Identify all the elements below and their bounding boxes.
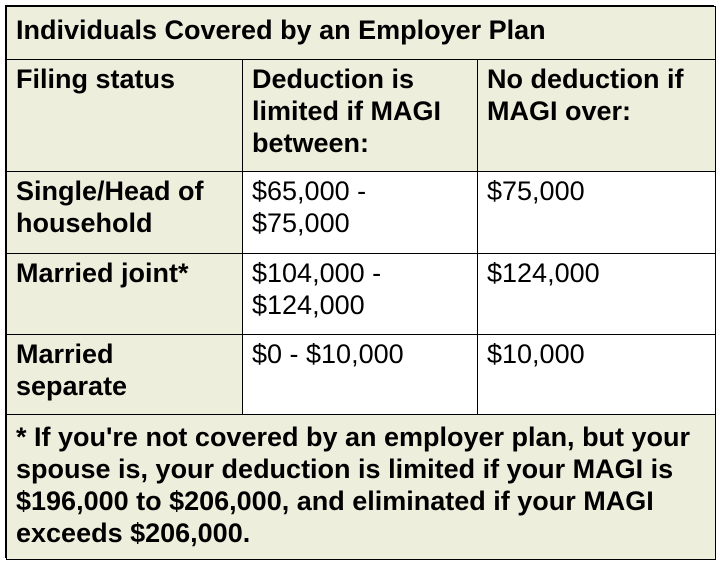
status-cell: Married joint* — [7, 254, 243, 335]
header-row — [7, 60, 716, 172]
no-deduction-cell: $75,000 — [478, 172, 716, 254]
footnote-row — [7, 415, 716, 560]
footnote: * If you're not covered by an employer plan, but your spouse is, your deduction is limited if your MAGI is $196,000 to $206,000, and eliminated if your MAGI exceeds $206,000. — [7, 415, 716, 560]
header-limited-range: Deduction is limited if MAGI between: — [243, 60, 478, 172]
status-cell: Married separate — [7, 335, 243, 415]
no-deduction-cell: $10,000 — [478, 335, 716, 415]
table-title: Individuals Covered by an Employer Plan — [7, 7, 716, 60]
status-cell: Single/Head of household — [7, 172, 243, 254]
no-deduction-cell: $124,000 — [478, 254, 716, 335]
title-row — [7, 7, 716, 60]
limited-range-cell: $104,000 - $124,000 — [243, 254, 478, 335]
employer-plan-table — [5, 5, 714, 558]
header-no-deduction: No deduction if MAGI over: — [478, 60, 716, 172]
limited-range-cell: $0 - $10,000 — [243, 335, 478, 415]
limited-range-cell: $65,000 - $75,000 — [243, 172, 478, 254]
deduction-table — [6, 6, 716, 560]
table-row — [7, 172, 716, 254]
table-row — [7, 254, 716, 335]
header-filing-status: Filing status — [7, 60, 243, 172]
table-row — [7, 335, 716, 415]
